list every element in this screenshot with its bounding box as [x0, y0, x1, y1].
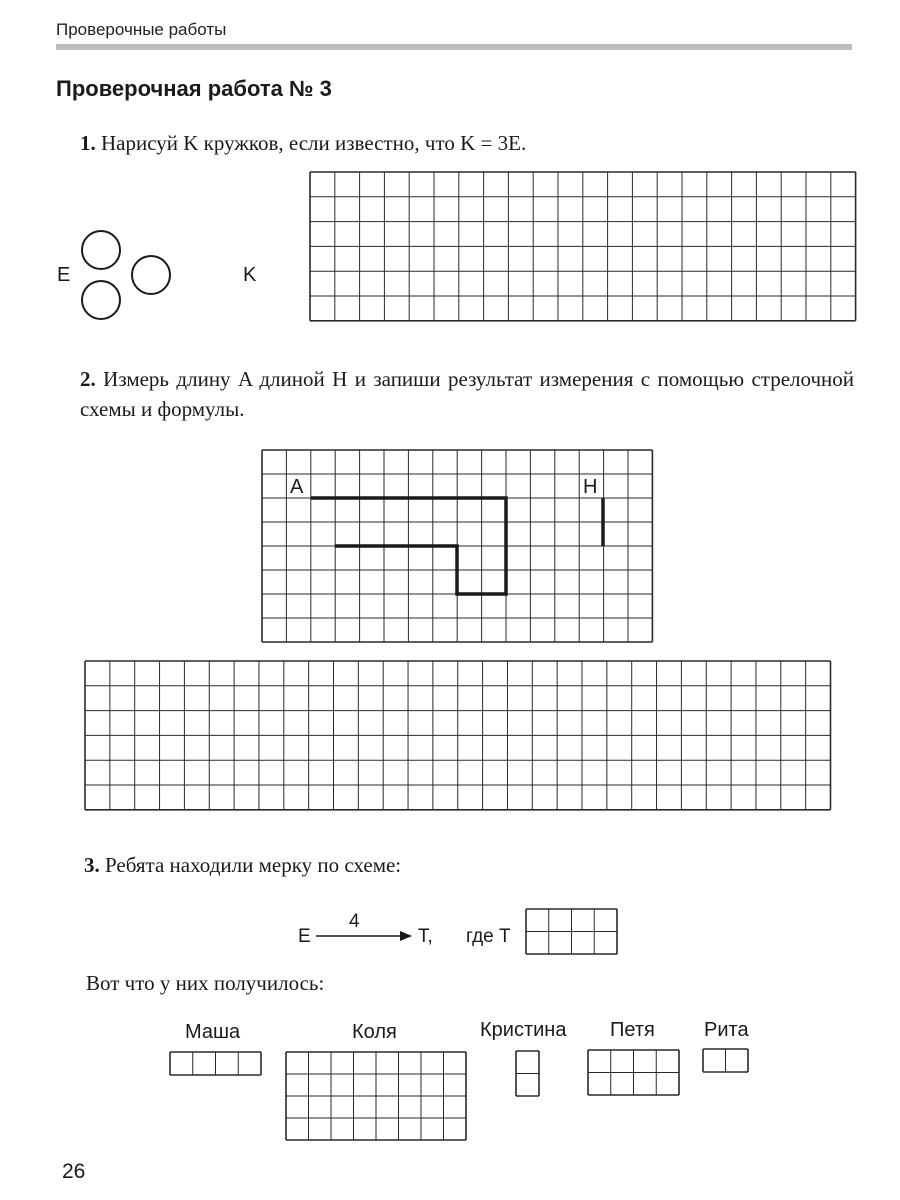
task-3-statement: Ребята находили мерку по схеме:	[105, 853, 402, 877]
scheme-arrow-value: 4	[349, 911, 360, 932]
measure-t-grid	[526, 909, 618, 955]
segment-a	[311, 498, 506, 594]
page-title: Проверочная работа № 3	[56, 76, 332, 101]
name-masha: Маша	[185, 1021, 241, 1043]
name-rita: Рита	[704, 1019, 749, 1041]
task-1-label-e: E	[57, 264, 71, 286]
task-3-number: 3.	[84, 853, 100, 877]
scheme-where: где T	[466, 926, 511, 947]
kristina-measure	[516, 1051, 540, 1097]
circle-e1	[82, 231, 120, 269]
task-3-result-text: Вот что у них получилось:	[86, 971, 325, 995]
task-1-answer-grid[interactable]	[310, 172, 858, 322]
task-1-circles	[76, 226, 176, 326]
name-kristina: Кристина	[480, 1019, 567, 1041]
task-1-statement: Нарисуй K кружков, если известно, что K = 3E.	[101, 131, 527, 155]
task-1-number: 1.	[80, 131, 96, 155]
task-2-text	[80, 364, 854, 424]
masha-measure	[170, 1052, 262, 1076]
task-2-label-h: H	[583, 476, 598, 498]
arrow-head	[400, 931, 412, 941]
scheme-arrow	[316, 928, 416, 944]
running-header: Проверочные работы	[56, 20, 227, 39]
page-number: 26	[62, 1160, 86, 1183]
header-rule	[56, 44, 852, 50]
circle-e3	[82, 281, 120, 319]
task-2-answer-grid[interactable]	[85, 661, 831, 811]
task-2-statement: Измерь длину A длиной H и запиши результат измерения с помощью стрелочной схемы и формулы.	[80, 367, 854, 421]
task-2-number: 2.	[80, 367, 96, 391]
scheme-to: T,	[418, 926, 433, 947]
task-3-text	[84, 850, 401, 880]
kolya-measure	[286, 1052, 467, 1142]
rita-measure	[703, 1049, 749, 1073]
petya-measure	[588, 1050, 680, 1096]
task-1-label-k: K	[243, 264, 257, 286]
task-1-text	[80, 128, 526, 158]
circle-e2	[132, 256, 170, 294]
task-2-label-a: A	[290, 476, 304, 498]
name-petya: Петя	[610, 1019, 655, 1041]
scheme-from: E	[298, 926, 311, 947]
name-kolya: Коля	[352, 1021, 397, 1043]
